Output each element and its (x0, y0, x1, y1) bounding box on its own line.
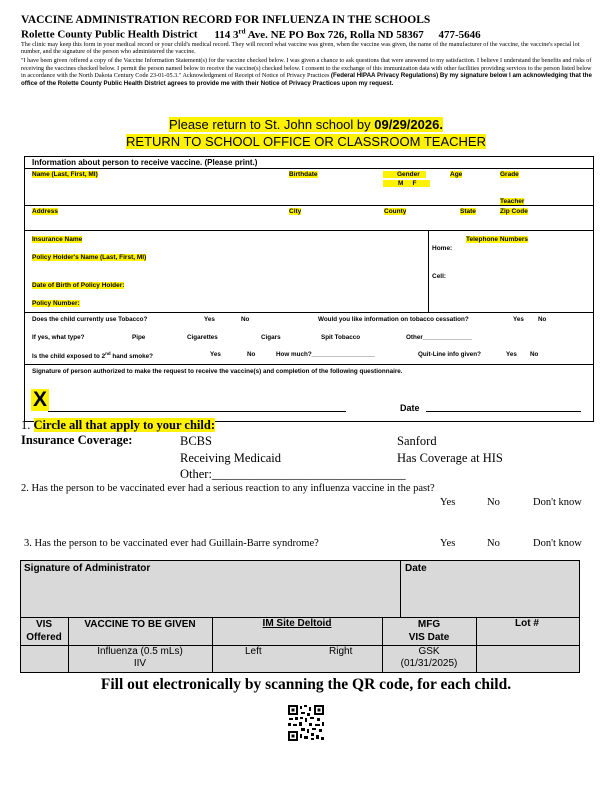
qr-code-icon[interactable] (287, 704, 325, 742)
vaccine-value: Influenza (0.5 mLs) IIV (97, 646, 183, 669)
district-address: 114 3rd Ave. NE PO Box 726, Rolla ND 58367 (214, 27, 424, 41)
option-medicaid[interactable]: Receiving Medicaid (180, 451, 282, 465)
q3-yes[interactable]: Yes (440, 538, 456, 549)
question-3: 3. Has the person to be vaccinated ever had Guillain-Barre syndrome? (24, 538, 319, 549)
section-title: Information about person to receive vaccine. (Please print.) (32, 158, 258, 167)
q3-dont-know[interactable]: Don't know (533, 538, 582, 549)
quitline-question: Quit-Line info given? (418, 351, 481, 358)
insurance-coverage-label: Insurance Coverage: (21, 433, 133, 447)
return-date-line: Please return to St. John school by 09/29/2026. (169, 117, 443, 132)
second-hand-smoke-question: Is the child exposed to 2nd hand smoke? Yes No How much?__________________ Quit-Line info given? Yes No (32, 351, 539, 361)
address-field[interactable]: Address (32, 208, 59, 215)
telephone-numbers-label: Telephone Numbers (466, 236, 529, 243)
vis-offered-header: VIS Offered (26, 619, 62, 643)
signature-line[interactable] (48, 411, 346, 412)
district-line (21, 27, 481, 41)
date-label: Date (400, 403, 420, 413)
gender-field[interactable]: Gender (383, 171, 426, 178)
tobacco-yes[interactable]: Yes (204, 316, 215, 323)
tobacco-question: Does the child currently use Tobacco? Yes No (32, 316, 250, 323)
smoke-no[interactable]: No (247, 351, 256, 358)
cessation-no[interactable]: No (538, 316, 547, 323)
type-pipe[interactable]: Pipe (132, 334, 146, 341)
form-title: VACCINE ADMINISTRATION RECORD FOR INFLUENZA IN THE SCHOOLS (21, 14, 431, 26)
question-1: 1. Circle all that apply to your child: (21, 418, 215, 432)
gender-options[interactable]: M F (383, 180, 430, 187)
signature-x-mark: X (33, 388, 48, 411)
age-field[interactable]: Age (450, 171, 463, 178)
zip-field[interactable]: Zip Code (500, 208, 528, 215)
state-field[interactable]: State (460, 208, 476, 215)
grade-field[interactable]: Grade (500, 171, 519, 178)
q2-yes[interactable]: Yes (440, 497, 456, 508)
return-notice (0, 116, 612, 150)
policy-holder-dob-field[interactable]: Date of Birth of Policy Holder: (32, 282, 125, 289)
quitline-no[interactable]: No (530, 351, 539, 358)
name-field[interactable]: Name (Last, First, MI) (32, 171, 98, 178)
district-name: Rolette County Public Health District (21, 28, 198, 41)
vis-offered-cell[interactable] (20, 645, 70, 673)
option-other[interactable]: Other:_______________________________ (180, 467, 406, 481)
district-phone: 477-5646 (438, 28, 481, 41)
site-right[interactable]: Right (329, 646, 353, 657)
home-phone-field[interactable]: Home: (432, 245, 453, 252)
return-location-line: RETURN TO SCHOOL OFFICE OR CLASSROOM TEACHER (126, 134, 486, 149)
policy-number-field[interactable]: Policy Number: (32, 300, 80, 307)
footer-instruction: Fill out electronically by scanning the QR code, for each child. (100, 676, 512, 693)
patient-info-form (24, 156, 594, 422)
q3-no[interactable]: No (487, 538, 500, 549)
how-much-field[interactable]: How much?__________________ (276, 351, 375, 358)
city-field[interactable]: City (289, 208, 302, 215)
lot-number-cell[interactable] (476, 645, 580, 673)
vaccine-header: VACCINE TO BE GIVEN (84, 619, 196, 630)
type-other[interactable]: Other______________ (406, 334, 472, 341)
type-cigarettes[interactable]: Cigarettes (187, 334, 218, 341)
q2-dont-know[interactable]: Don't know (533, 497, 582, 508)
quitline-yes[interactable]: Yes (506, 351, 517, 358)
county-field[interactable]: County (384, 208, 407, 215)
date-line[interactable] (426, 411, 581, 412)
smoke-yes[interactable]: Yes (210, 351, 221, 358)
option-bcbs[interactable]: BCBS (180, 434, 212, 448)
site-left[interactable]: Left (245, 646, 262, 657)
consent-paragraph: "I have been given /offered a copy of the Vaccine Information Statement(s) for the vaccine checked below. I was given a chance to ask questions that were answered to my satisfaction. I believe I understand the benefits and risks of receiving the vaccines checked below. I permit the person named below to receive the vaccine(s) checked below. I consent to the exchange of this immunization data with other facilities providing services to the person listed below in accordance with the North Dakota Century Code 23-01-05.3." Acknowledgment of Receipt of Notice of Privacy Practices (Federal HIPAA Privacy Regulations) By my signature below I am acknowledging that the office of the Rolette County Public Health District agrees to provide me with their Notice of Privacy Practices upon my request. (21, 57, 592, 87)
cessation-question: Would you like information on tobacco cessation? Yes No (318, 316, 547, 323)
type-spit-tobacco[interactable]: Spit Tobacco (321, 334, 361, 341)
mfg-value: GSK (01/31/2025) (400, 646, 458, 669)
birthdate-field[interactable]: Birthdate (289, 171, 318, 178)
lot-header: Lot # (515, 618, 539, 629)
administrator-date-label: Date (405, 563, 427, 574)
teacher-field[interactable]: Teacher (500, 198, 525, 205)
policy-holder-field[interactable]: Policy Holder's Name (Last, First, MI) (32, 254, 147, 261)
insurance-name-field[interactable]: Insurance Name (32, 236, 83, 243)
im-site-header: IM Site Deltoid (262, 618, 332, 629)
type-cigars[interactable]: Cigars (261, 334, 281, 341)
option-his[interactable]: Has Coverage at HIS (397, 451, 503, 465)
cell-phone-field[interactable]: Cell: (432, 273, 447, 280)
option-sanford[interactable]: Sanford (397, 434, 437, 448)
tobacco-type-question: If yes, what type? Pipe Cigarettes Cigars Spit Tobacco Other______________ (32, 334, 472, 341)
q2-no[interactable]: No (487, 497, 500, 508)
question-2: 2. Has the person to be vaccinated ever had a serious reaction to any influenza vaccine in the past? (21, 483, 435, 494)
mfg-header: MFG VIS Date (408, 619, 450, 643)
record-paragraph: The clinic may keep this form in your medical record or your child's medical record. They will record what vaccine was given, when the vaccine was given, the name of the manufacturer of the vaccine, the vaccine's special lot number, and the signature of the person who administered the vaccine. (21, 41, 580, 56)
cessation-yes[interactable]: Yes (513, 316, 524, 323)
administrator-signature-label: Signature of Administrator (24, 563, 151, 574)
tobacco-no[interactable]: No (241, 316, 250, 323)
administrator-date-cell[interactable] (400, 560, 580, 619)
signature-instruction: Signature of person authorized to make the request to receive the vaccine(s) and completion of the following questionnaire. (32, 368, 403, 375)
